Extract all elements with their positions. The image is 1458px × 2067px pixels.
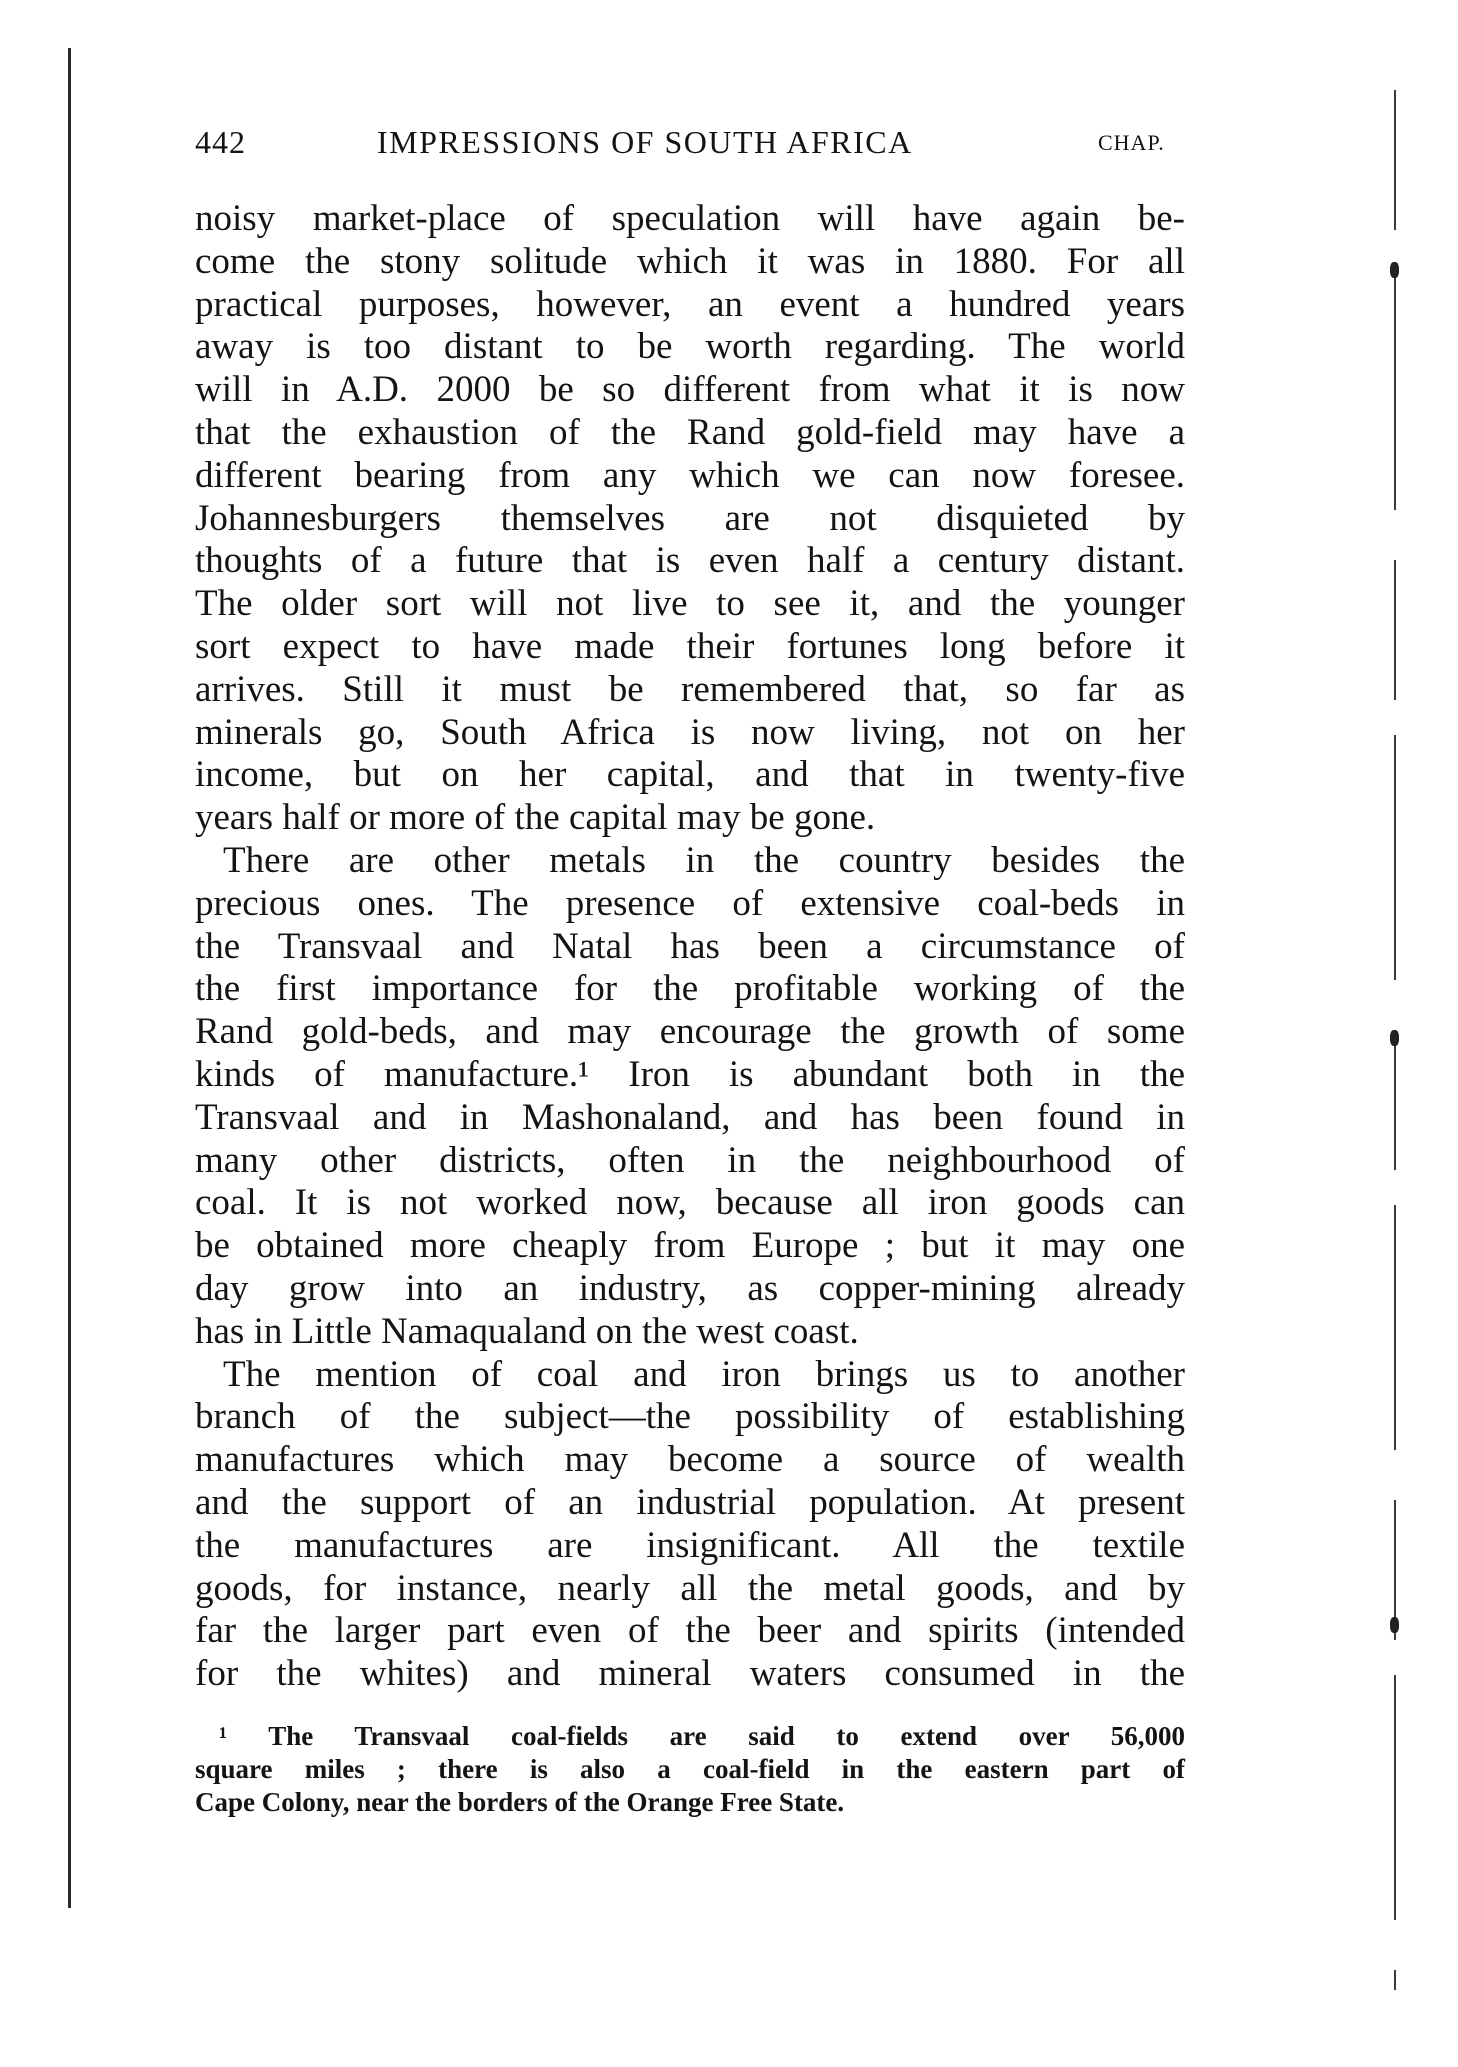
text-line: minerals go, South Africa is now living, not on her	[195, 711, 1185, 753]
text-line: the manufactures are insignificant. All the textile	[195, 1524, 1185, 1566]
book-title: IMPRESSIONS OF SOUTH AFRICA	[377, 124, 913, 160]
footnote-line: square miles ; there is also a coal-field in the eastern part of	[195, 1754, 1185, 1784]
footnote-line: ¹ The Transvaal coal-fields are said to extend over 56,000	[219, 1721, 1185, 1751]
text-line: manufactures which may become a source of wealth	[195, 1439, 1185, 1481]
body-text	[195, 198, 1185, 1696]
text-line: sort expect to have made their fortunes long before it	[195, 625, 1185, 667]
text-line: the Transvaal and Natal has been a circumstance of	[195, 925, 1185, 967]
text-line: away is too distant to be worth regarding. The world	[195, 326, 1185, 368]
text-line: for the whites) and mineral waters consumed in the	[195, 1653, 1185, 1695]
text-line: practical purposes, however, an event a hundred years	[195, 283, 1185, 325]
footnote-line: Cape Colony, near the borders of the Orange Free State.	[195, 1787, 845, 1817]
text-line: kinds of manufacture.¹ Iron is abundant both in the	[195, 1053, 1185, 1095]
paragraph-end-line: years half or more of the capital may be gone.	[195, 797, 876, 839]
text-line: Johannesburgers themselves are not disquieted by	[195, 497, 1185, 539]
paragraph-start-line: The mention of coal and iron brings us to another	[223, 1353, 1185, 1395]
text-line: day grow into an industry, as copper-mining already	[195, 1267, 1185, 1309]
text-line: that the exhaustion of the Rand gold-field may have a	[195, 411, 1185, 453]
text-line: arrives. Still it must be remembered that, so far as	[195, 668, 1185, 710]
text-line: and the support of an industrial population. At present	[195, 1481, 1185, 1523]
text-line: coal. It is not worked now, because all iron goods can	[195, 1182, 1185, 1224]
scan-blot	[1390, 1030, 1399, 1046]
text-line: will in A.D. 2000 be so different from what it is now	[195, 369, 1185, 411]
text-line: the first importance for the profitable working of the	[195, 968, 1185, 1010]
text-line: branch of the subject—the possibility of establishing	[195, 1396, 1185, 1438]
text-line: far the larger part even of the beer and spirits (intended	[195, 1610, 1185, 1652]
footnote	[195, 1720, 1185, 1819]
text-line: precious ones. The presence of extensive coal-beds in	[195, 882, 1185, 924]
text-line: thoughts of a future that is even half a century distant.	[195, 540, 1185, 582]
paragraph-start-line: There are other metals in the country besides the	[223, 839, 1185, 881]
chapter-label: CHAP.	[1098, 130, 1165, 155]
text-line: Transvaal and in Mashonaland, and has been found in	[195, 1096, 1185, 1138]
text-line: be obtained more cheaply from Europe ; but it may one	[195, 1225, 1185, 1267]
text-line: income, but on her capital, and that in twenty-five	[195, 754, 1185, 796]
text-line: goods, for instance, nearly all the metal goods, and by	[195, 1567, 1185, 1609]
text-line: many other districts, often in the neighbourhood of	[195, 1139, 1185, 1181]
page-number: 442	[195, 124, 246, 160]
scan-blot	[1390, 262, 1399, 278]
text-line: different bearing from any which we can now foresee.	[195, 454, 1185, 496]
scan-blot	[1390, 1617, 1399, 1633]
text-line: noisy market-place of speculation will have again be-	[195, 198, 1185, 239]
scan-edge-left	[68, 48, 71, 1908]
text-line: come the stony solitude which it was in 1880. For all	[195, 240, 1185, 282]
text-line: The older sort will not live to see it, and the younger	[195, 583, 1185, 625]
text-line: Rand gold-beds, and may encourage the growth of some	[195, 1011, 1185, 1053]
paragraph-end-line: has in Little Namaqualand on the west coast.	[195, 1310, 859, 1352]
running-head	[195, 124, 1195, 168]
